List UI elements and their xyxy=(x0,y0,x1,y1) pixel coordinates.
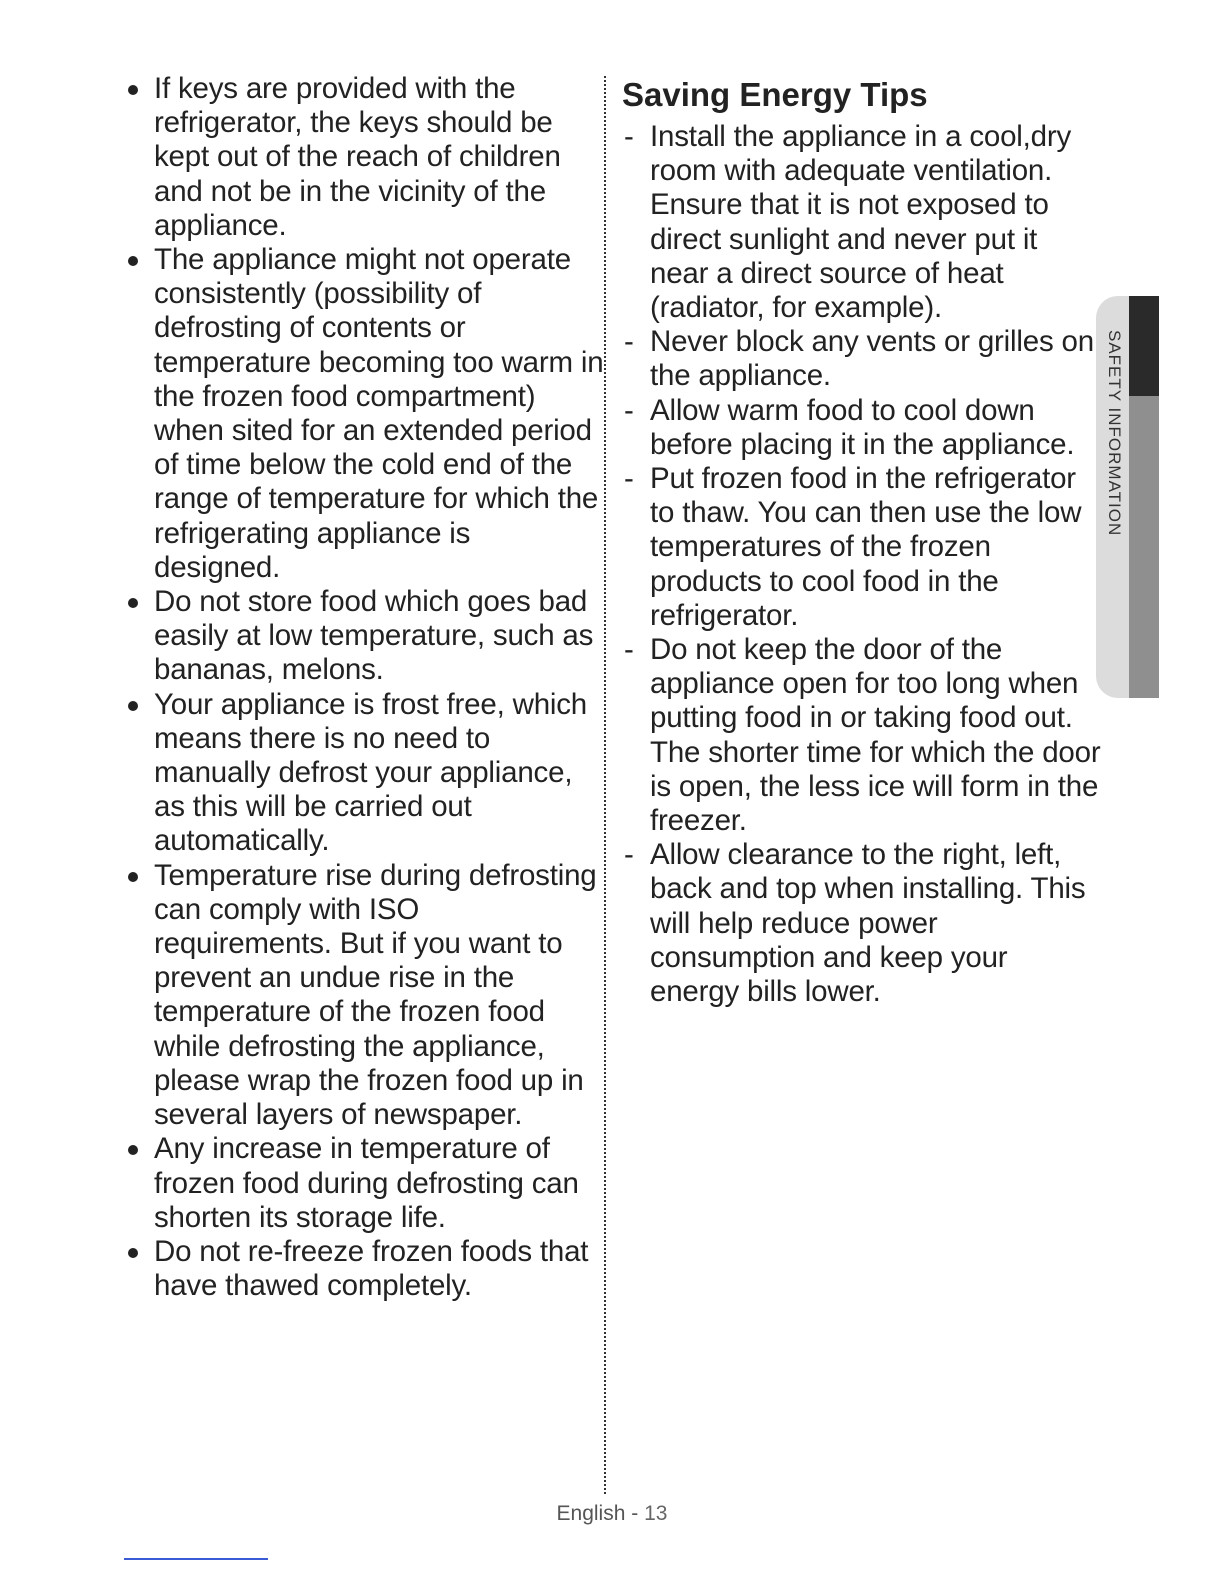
list-item xyxy=(622,394,1102,462)
list-item xyxy=(122,1235,604,1303)
energy-tips-list xyxy=(622,120,1102,1009)
bottom-rule xyxy=(124,1558,268,1560)
dash-icon: - xyxy=(624,120,634,153)
list-item xyxy=(122,859,604,1133)
dash-icon: - xyxy=(624,838,634,872)
bullet-icon xyxy=(128,85,138,95)
list-item xyxy=(122,585,604,688)
list-item xyxy=(122,243,604,585)
list-item-text: Do not re-freeze frozen foods that have thawed completely. xyxy=(154,1234,589,1303)
section-title: Saving Energy Tips xyxy=(622,76,928,113)
side-tab-dark-marker xyxy=(1129,296,1159,396)
list-item xyxy=(622,633,1102,838)
list-item xyxy=(122,688,604,859)
footer-language: English xyxy=(556,1502,626,1525)
list-item-text: Your appliance is frost free, which means there is no need to manually defrost your appliance, as this will be carried out automatically. xyxy=(154,687,588,858)
list-item xyxy=(622,325,1102,393)
page-number: 13 xyxy=(644,1502,668,1525)
side-tab-grey-marker xyxy=(1129,396,1159,698)
dash-icon: - xyxy=(624,325,634,359)
bullet-icon xyxy=(128,1248,138,1258)
list-item-text: The appliance might not operate consistently (possibility of defrosting of contents or temperature becoming too warm in the frozen food compartment) when sited for an extended period of time below the cold end of the range of temperature for which the refrigerating appliance is designed. xyxy=(154,243,604,584)
list-item-text: Never block any vents or grilles on the appliance. xyxy=(650,325,1094,393)
list-item-text: Install the appliance in a cool,dry room with adequate ventilation. Ensure that it is not exposed to direct sunlight and never put it near a direct source of heat (radiator, for example). xyxy=(650,120,1072,325)
bullet-icon xyxy=(128,701,138,711)
bullet-icon xyxy=(128,256,138,266)
list-item-text: Allow clearance to the right, left, back and top when installing. This will help reduce power consumption and keep your energy bills lower. xyxy=(650,838,1086,1009)
dash-icon: - xyxy=(624,393,634,427)
list-item-text: Temperature rise during defrosting can comply with ISO requirements. But if you want to prevent an undue rise in the temperature of the frozen food while defrosting the appliance, please wrap the frozen food up in several layers of newspaper. xyxy=(154,858,597,1132)
footer-separator: - xyxy=(625,1502,645,1525)
list-item-text: Do not keep the door of the appliance open for too long when putting food in or taking food out. The shorter time for which the door is open, the less ice will form in the freezer. xyxy=(650,633,1101,838)
safety-column xyxy=(122,72,604,1303)
safety-list xyxy=(122,72,604,1303)
list-item xyxy=(122,72,604,243)
side-tab-label: SAFETY INFORMATION xyxy=(1105,330,1124,537)
bullet-icon xyxy=(128,598,138,608)
page-footer xyxy=(0,1502,1224,1526)
list-item xyxy=(622,120,1102,325)
bullet-icon xyxy=(128,1145,138,1155)
list-item-text: Allow warm food to cool down before placing it in the appliance. xyxy=(650,393,1075,461)
list-item-text: Put frozen food in the refrigerator to thaw. You can then use the low temperatures of the frozen products to cool food in the refrigerator. xyxy=(650,462,1082,632)
column-divider xyxy=(604,76,606,1494)
list-item-text: If keys are provided with the refrigerator, the keys should be kept out of the reach of children and not be in the vicinity of the appliance. xyxy=(154,72,561,242)
list-item-text: Any increase in temperature of frozen food during defrosting can shorten its storage life. xyxy=(154,1132,579,1234)
list-item xyxy=(622,838,1102,1009)
list-item-text: Do not store food which goes bad easily at low temperature, such as bananas, melons. xyxy=(154,585,594,687)
energy-tips-column xyxy=(622,72,1102,1009)
bullet-icon xyxy=(128,872,138,882)
list-item xyxy=(122,1132,604,1235)
dash-icon: - xyxy=(624,633,634,667)
dash-icon: - xyxy=(624,462,634,496)
list-item xyxy=(622,462,1102,633)
